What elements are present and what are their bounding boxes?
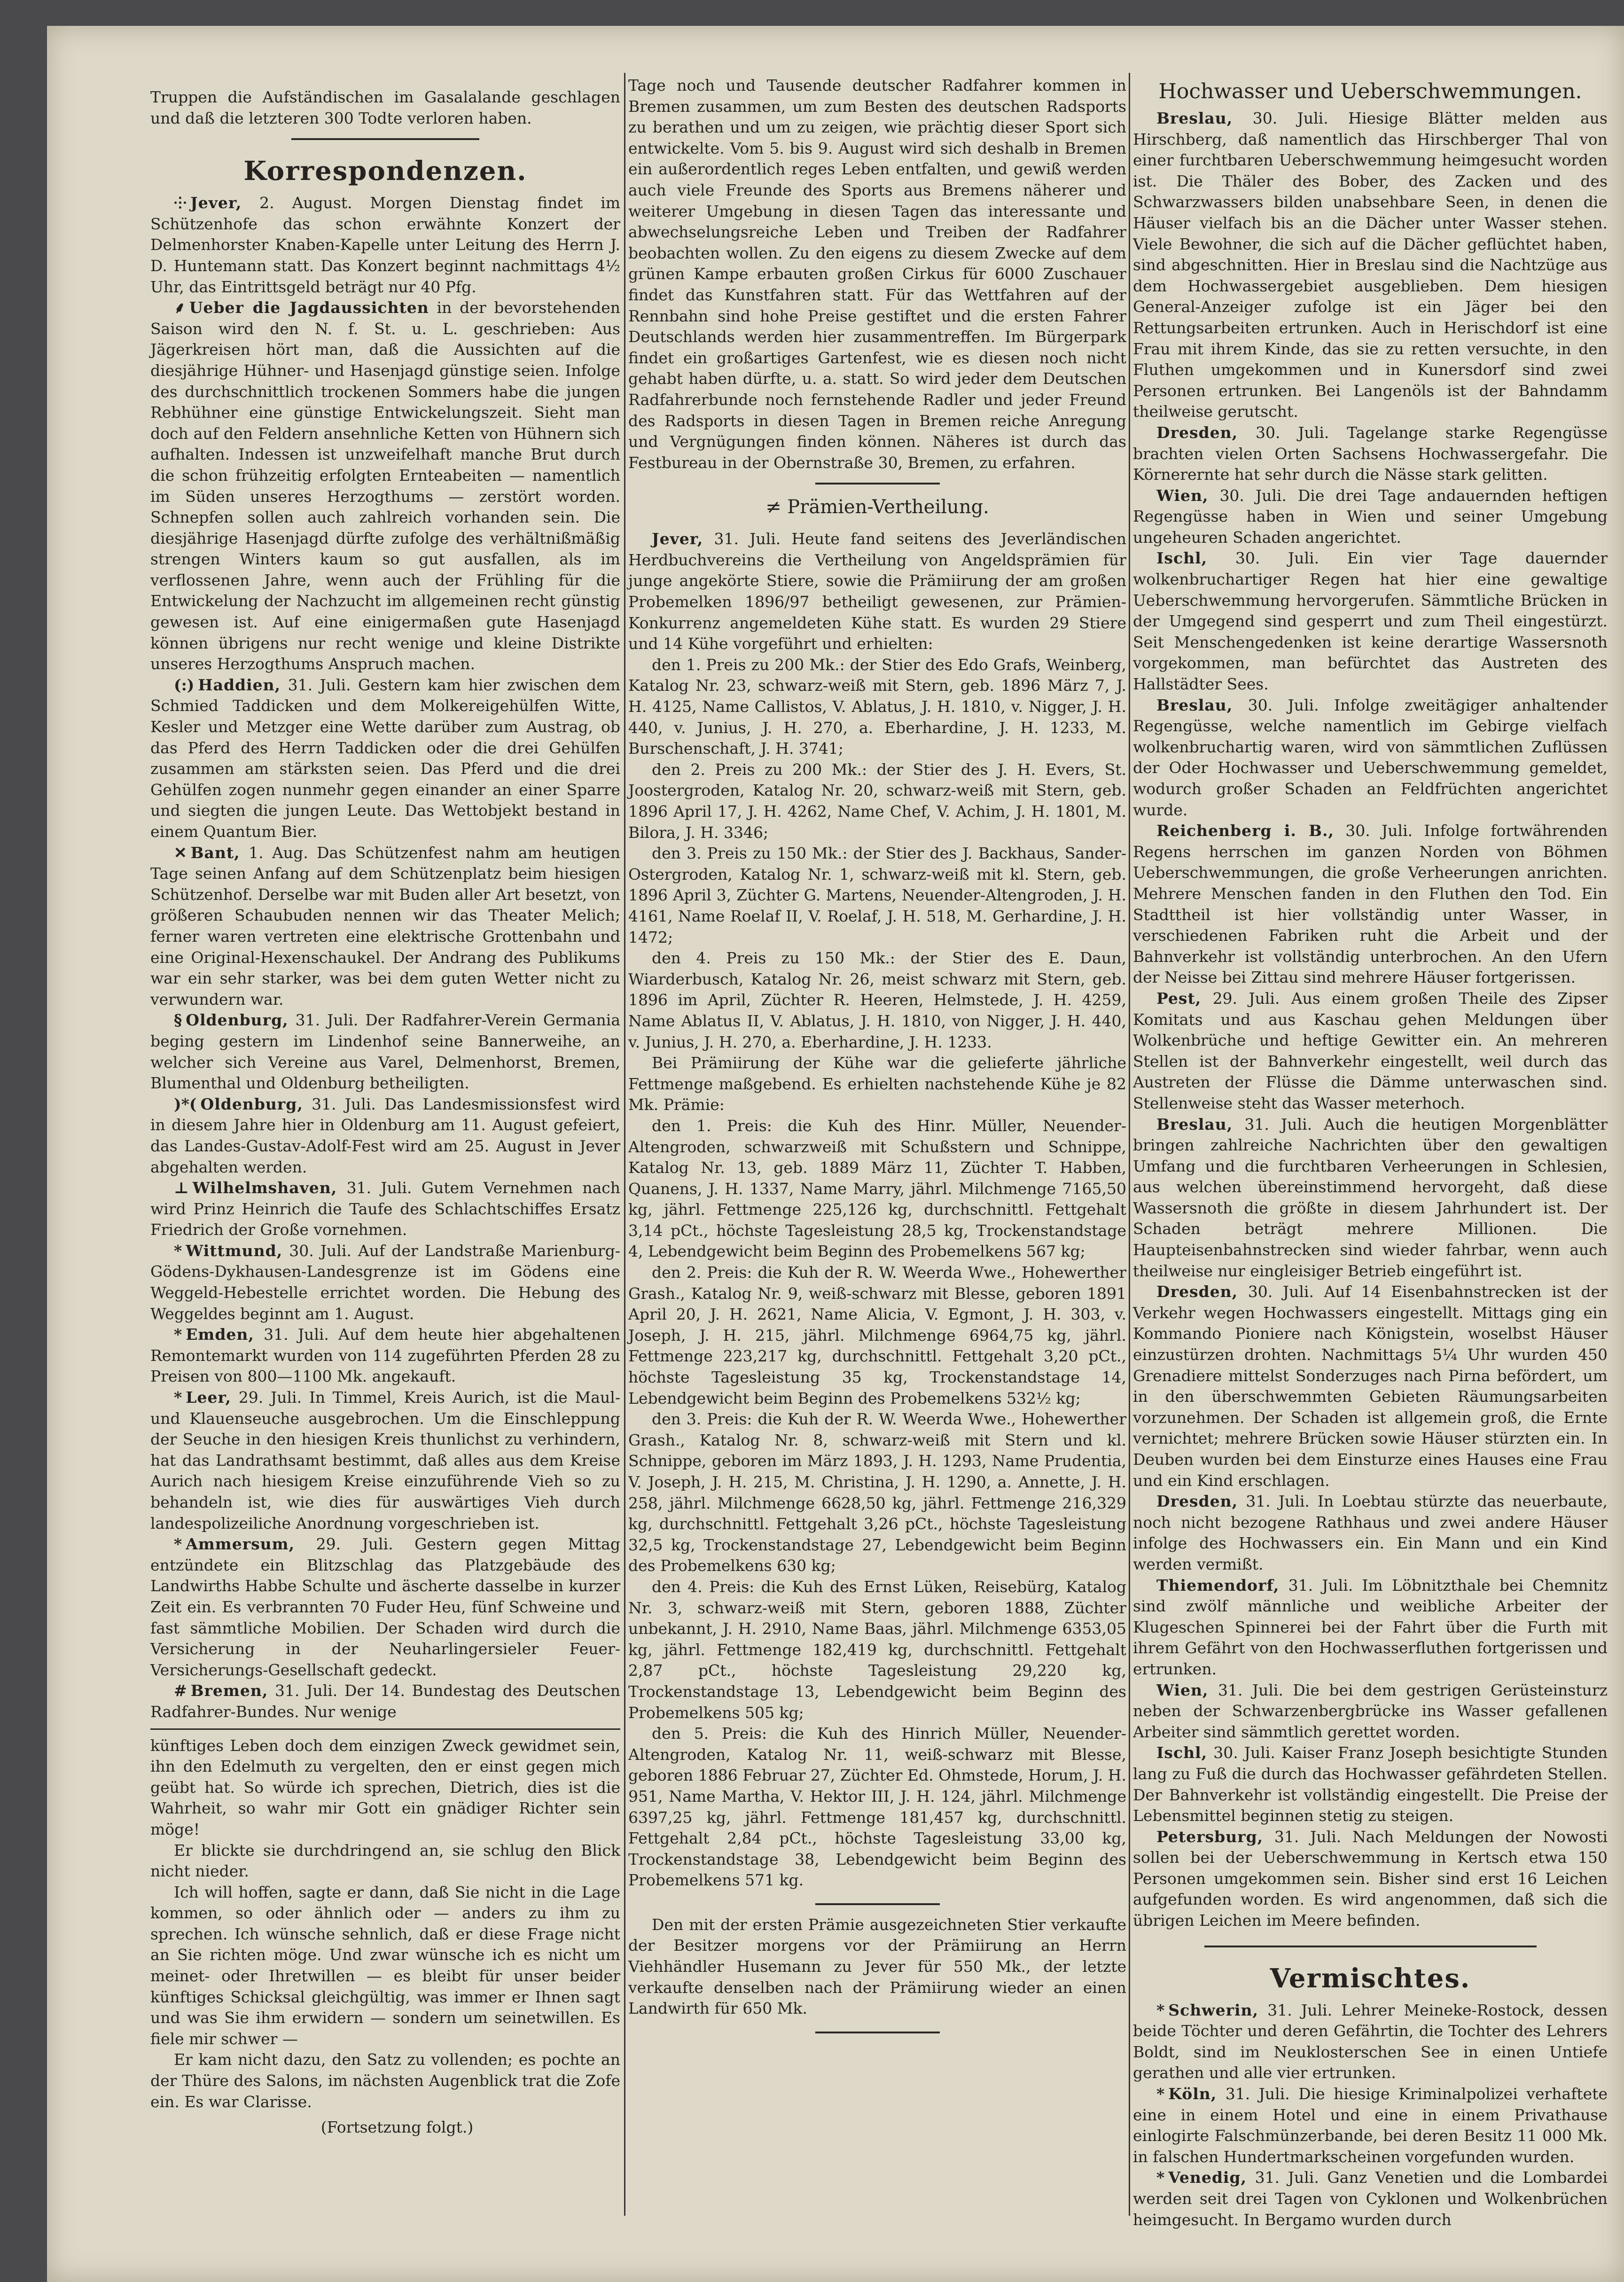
item-text: 31. Juli. Die hiesige Kriminalpolizei verhaftete eine in einem Hotel und eine in einem Privathause einlogirte Falschmünzerbande, bei deren Besitz 11 000 Mk. in falschen Hundertmarkscheinen vorgefunden wurden. <box>1133 2085 1608 2166</box>
story-paragraph: Er blickte sie durchdringend an, sie schlug den Blick nicht nieder. <box>150 1841 620 1881</box>
section-rule <box>815 2032 940 2033</box>
bull-prize-entry: den 1. Preis zu 200 Mk.: der Stier des Edo Grafs, Weinberg, Katalog Nr. 23, schwarz-weiß mit Stern, geb. 1896 März 7, J. H. 4125, Name Callistos, V. Ablatus, J. H. 1810, v. Nigger, J. H. 440, v. Junius, J. H. 270, a. Eberhardine, J. H. 1233, M. Burschenschaft, J. H. 3741; <box>628 655 1126 758</box>
item-marker: ✕ <box>174 843 187 862</box>
feuilleton-story <box>150 1735 620 2113</box>
cow-prize-entry: den 1. Preis: die Kuh des Hinr. Müller, Neuender-Altengroden, schwarzweiß mit Schußstern und Schnippe, Katalog Nr. 13, geb. 1889 März 11, Züchter T. Habben, Quanens, J. H. 1337, Name Marry, jährl. Milchmenge 7165,50 kg, jährl. Fettmenge 225,126 kg, durchschnittl. Fettgehalt 3,14 pCt., höchste Tagesleistung 28,5 kg, Trockenstandstage 4, Lebendgewicht beim Beginn des Probemelkens 567 kg; <box>628 1116 1126 1261</box>
dateline-place: Bant, <box>190 843 240 862</box>
news-paragraph <box>1133 108 1608 422</box>
item-text: 29. Juli. Aus einem großen Theile des Zipser Komitats und aus Kaschau gehen Meldungen über Wolkenbrüche und heftige Gewitter ein. An mehreren Stellen ist der Bahnverkehr eingestellt, weil durch das Austreten der Flüsse die Dämme unterwaschen sind. Stellenweise steht das Wasser meterhoch. <box>1133 989 1608 1112</box>
news-paragraph <box>1133 1743 1608 1826</box>
bull-prize-entry: den 3. Preis zu 150 Mk.: der Stier des J. Backhaus, Sander-Ostergroden, Katalog Nr. 1, schwarz-weiß mit kl. Stern, geb. 1896 April 3, Züchter G. Martens, Neuender-Altengroden, J. H. 4161, Name Roelaf II, V. Roelaf, J. H. 518, M. Gerhardine, J. H. 1472; <box>628 844 1126 946</box>
item-text: 30. Juli. Hiesige Blätter melden aus Hirschberg, daß namentlich das Hirschberger Thal von einer furchtbaren Ueberschwemmung heimgesucht worden ist. Die Thäler des Bober, des Zacken und des Schwarzwassers bilden unabsehbare Seen, in denen die Häuser vielfach bis an die Dächer unter Wasser stehen. Viele Bewohner, die sich auf die Dächer geflüchtet haben, sind abgeschnitten. Hier in Breslau sind die Nachtzüge aus dem Hochwassergebiet ausgeblieben. Dem hiesigen General-Anzeiger zufolge ist ein Jäger bei den Rettungsarbeiten ertrunken. Auch in Herischdorf ist eine Frau mit ihrem Kinde, das sie zu retten versuchte, in den Fluthen umgekommen und in Kunersdorf sind zwei Personen ertrunken. Bei Langenöls ist der Bahndamm theilweise gerutscht. <box>1133 109 1608 421</box>
closing-paragraph: Den mit der ersten Prämie ausgezeichneten Stier verkaufte der Besitzer morgens vor der Prämiirung an Herrn Viehhändler Husemann zu Jever für 550 Mk., der letzte verkaufte denselben nach der Prämiirung wieder an einen Landwirth für 650 Mk. <box>628 1915 1126 2018</box>
item-text: in der bevorstehenden Saison wird den N. f. St. u. L. geschrieben: Aus Jägerkreisen hört man, daß die Aussichten auf die diesjährige Hühner- und Hasenjagd günstige seien. Infolge des durchschnittlich trockenen Sommers habe die jungen Rebhühner eine günstige Entwickelungszeit. Sieht man doch auf den Feldern ansehnliche Ketten von Hühnern sich aufhalten. Indessen ist unzweifelhaft manche Brut durch die schon frühzeitig erfolgten Ernteabeiten — namentlich im Süden unseres Herzogthums — zerstört worden. Schnepfen sollen auch zahlreich vorhanden sein. Die diesjährige Hasenjagd dürfte zufolge des verhältnißmäßig strengen Winters kaum so gut ausfallen, als im verflossenen Jahre, wenn auch der Frühling für die Entwickelung der Nachzucht im allgemeinen recht günstig gewesen ist. Auf eine einigermaßen gute Hasenjagd können übrigens nur recht wenige und kleine Distrikte unseres Herzogthums Anspruch machen. <box>150 298 621 673</box>
news-paragraph <box>1133 695 1608 821</box>
news-paragraph <box>150 1178 620 1241</box>
bremen-article: Tage noch und Tausende deutscher Radfahrer kommen in Bremen zusammen, um zum Besten des deutschen Radsports zu berathen und um zu zeigen, wie prächtig dieser Sport sich entwickelte. Vom 5. bis 9. August wird sich deshalb in Bremen ein außerordentlich reges Leben entfalten, und gewiß werden auch viele Freunde des Sports aus Bremens näherer und weiterer Umgebung in diesen Tagen das interessante und abwechselungsreiche Leben und Treiben der Radfahrer beobachten wollen. Zu den eigens zu diesem Zwecke auf dem grünen Kampe erbauten großen Cirkus für 6000 Zuschauer findet das Kunstfahren statt. Für das Wettfahren auf der Rennbahn sind hohe Preise gestiftet und die ersten Fahrer Deutschlands werden hier zusammentreffen. Im Bürgerpark findet ein großartiges Gartenfest, wie es diesen noch nicht gehabt haben dürfte, u. a. statt. So wird jeder dem Deutschen Radfahrerbunde noch fernstehende Radler und jeder Freund des Radsports in diesen Tagen in Bremen reiche Anregung und Vergnügungen finden können. Näheres ist durch das Festbureau in der Obernstraße 30, Bremen, zu erfahren. <box>628 76 1126 472</box>
item-text: 31. Juli. In Loebtau stürzte das neuerbaute, noch nicht bezogene Rathhaus und zwei andere Häuser infolge des Hochwassers ein. Ein Mann und ein Kind werden vermißt. <box>1133 1492 1608 1573</box>
news-paragraph <box>1133 485 1608 548</box>
news-paragraph <box>1133 1680 1608 1743</box>
item-marker: ⸙ <box>174 298 186 317</box>
dateline-place: Pest, <box>1156 989 1202 1008</box>
cow-prize-entry: den 2. Preis: die Kuh der R. W. Weerda Wwe., Hohewerther Grash., Katalog Nr. 9, weiß-schwarz mit Blesse, geboren 1891 April 20, J. H. 2621, Name Alicia, V. Egmont, J. H. 303, v. Joseph, J. H. 215, jährl. Milchmenge 6964,75 kg, jährl. Fettmenge 223,217 kg, durchschnittl. Fettgehalt 3,20 pCt., höchste Tagesleistung 35 kg, Trockenstandstage 14, Lebendgewicht beim Beginn des Probemelkens 532½ kg; <box>628 1263 1126 1407</box>
dateline-place: Dresden, <box>1156 1282 1238 1301</box>
item-text: 31. Juli. Nach Meldungen der Nowosti sollen bei der Ueberschwemmung in Kertsch etwa 150 Personen umgekommen sein. Bisher sind erst 16 Leichen aufgefunden worden. Es wird angenommen, daß sich die übrigen Leichen im Meere befinden. <box>1133 1827 1608 1930</box>
dateline-place: Venedig, <box>1168 2168 1247 2187</box>
dateline-place: Ischl, <box>1156 1743 1208 1762</box>
dateline-place: Petersburg, <box>1156 1827 1264 1846</box>
dateline-place: Oldenburg, <box>200 1094 303 1113</box>
item-marker: )*( <box>174 1094 197 1113</box>
section-rule <box>291 138 479 140</box>
news-paragraph <box>150 1094 620 1178</box>
dateline-place: Dresden, <box>1156 1492 1238 1511</box>
dateline-place: Oldenburg, <box>186 1011 289 1030</box>
item-text: 30. Juli. Infolge zweitägiger anhaltender Regengüsse, welche namentlich im Gebirge vielfach wolkenbruchartig waren, wird von sämmtlichen Zuflüssen der Oder Hochwasser und Ueberschwemmung gemeldet, wodurch großer Schaden an Feldfrüchten angerichtet wurde. <box>1133 696 1608 819</box>
item-text: 2. August. Morgen Dienstag findet im Schützenhofe das schon erwähnte Konzert der Delmenhorster Knaben-Kapelle unter Leitung des Herrn J. D. Huntemann statt. Das Konzert beginnt nachmittags 4½ Uhr, das Eintrittsgeld beträgt nur 40 Pfg. <box>150 194 620 296</box>
item-text: 30. Juli. Tagelange starke Regengüsse brachten vielen Orten Sachsens Hochwassergefahr. Die Körnerernte hat sehr durch die Nässe stark gelitten. <box>1133 423 1608 484</box>
item-text: 31. Juli. Gutem Vernehmen nach wird Prinz Heinrich die Taufe des Schlachtschiffes Ersatz Friedrich der Große vornehmen. <box>150 1179 620 1239</box>
dateline-place: Jever, <box>190 194 242 212</box>
dateline-place: Bremen, <box>190 1681 268 1700</box>
feuilleton-rule <box>150 1728 620 1730</box>
dateline-place: Wien, <box>1156 486 1209 505</box>
news-paragraph <box>1133 1114 1608 1282</box>
prize-intro-place: Jever, <box>652 530 703 548</box>
bull-prize-entry: den 4. Preis zu 150 Mk.: der Stier des E. Daun, Wiarderbusch, Katalog Nr. 26, meist schwarz mit Stern, geb. 1896 im April, Züchter R. Heeren, Helmstede, J. H. 4259, Name Ablatus II, V. Ablatus, J. H. 1810, von Nigger, J. H. 440, v. Junius, J. H. 270, a. Eberhardine, J. H. 1233. <box>628 949 1126 1051</box>
news-paragraph <box>1133 988 1608 1114</box>
item-text: 29. Juli. Gestern gegen Mittag entzündete ein Blitzschlag das Platzgebäude des Landwirths Habbe Schulte und äscherte dasselbe in kurzer Zeit ein. Es verbrannten 70 Fuder Heu, fünf Schweine und fast sämmtliche Mobilien. Der Schaden wird durch die Versicherung in der Neuharlingersieler Feuer-Versicherungs-Gesellschaft gedeckt. <box>150 1535 620 1679</box>
item-text: 31. Juli. Auf dem heute hier abgehaltenen Remontemarkt wurden von 114 zugeführten Pferden 28 zu Preisen von 800—1100 Mk. angekauft. <box>150 1325 620 1386</box>
item-text: 31. Juli. Im Löbnitzthale bei Chemnitz sind zwölf männliche und weibliche Arbeiter der Klugeschen Spinnerei bei der Fahrt über die Furth mit ihrem Gefährt von den Hochwasserfluthen fortgerissen und ertrunken. <box>1133 1576 1608 1678</box>
cow-prize-entry: den 5. Preis: die Kuh des Hinrich Müller, Neuender-Altengroden, Katalog Nr. 11, weiß-schwarz mit Blesse, geboren 1886 Februar 27, Züchter Ed. Ohmstede, Horum, J. H. 951, Name Martha, V. Hektor III, J. H. 124, jährl. Milchmenge 6397,25 kg, jährl. Fettmenge 181,457 kg, durchschnittl. Fettgehalt 2,84 pCt., höchste Tagesleistung 33,00 kg, Trockenstandstage 38, Lebendgewicht beim Beginn des Probemelkens 571 kg. <box>628 1724 1126 1890</box>
item-marker: * <box>1156 2085 1165 2103</box>
item-text: 30. Juli. Kaiser Franz Joseph besichtigte Stunden lang zu Fuß die durch das Hochwasser gefährdeten Stellen. Der Bahnverkehr ist vollständig eingestellt. Die Preise der Lebensmittel beginnen stetig zu steigen. <box>1133 1743 1608 1825</box>
news-paragraph <box>1133 1491 1608 1575</box>
item-text: 30. Juli. Infolge fortwährenden Regens herrschen im ganzen Norden von Böhmen Ueberschwemmungen, die große Verheerungen anrichten. Mehrere Menschen fanden in den Fluthen den Tod. Ein Stadttheil ist hier vollständig unter Wasser, in verschiedenen Fabriken ruht die Arbeit und der Bahnverkehr ist vollständig unterbrochen. An den Ufern der Neisse bei Zittau sind mehrere Häuser fortgerissen. <box>1133 821 1608 987</box>
news-paragraph <box>1133 422 1608 485</box>
section-heading-korrespondenzen: Korrespondenzen. <box>243 156 527 187</box>
news-paragraph <box>150 843 620 1010</box>
item-text: 29. Juli. In Timmel, Kreis Aurich, ist die Maul- und Klauenseuche ausgebrochen. Um die Einschleppung der Seuche in den hiesigen Kreis thunlichst zu verhindern, hat das Landrathsamt bestimmt, daß alles aus dem Kreise Aurich nach hiesigem Kreise einzuführende Vieh so zu behandeln ist, wie dies für auswärtiges Vieh durch landespolizeiliche Anordnung vorgeschrieben ist. <box>150 1388 620 1532</box>
item-marker: * <box>174 1388 182 1407</box>
dateline-place: Ammersum, <box>186 1535 295 1554</box>
news-paragraph <box>1133 1827 1608 1931</box>
newspaper-page <box>47 26 1624 2282</box>
dateline-place: Breslau, <box>1156 109 1233 127</box>
item-text: 1. Aug. Das Schützenfest nahm am heutigen Tage seinen Anfang auf dem Schützenplatz beim hiesigen Schützenhof. Derselbe war mit Buden aller Art besetzt, von größeren Schaubuden nennen wir das Theater Melich; ferner waren vertreten eine elektrische Grottenbahn und eine Original-Hexenschaukel. Der Andrang des Publikums war ein sehr starker, was bei dem guten Wetter nicht zu verwundern war. <box>150 843 620 1008</box>
dateline-place: Wien, <box>1156 1680 1209 1699</box>
news-paragraph <box>1133 821 1608 988</box>
bull-prize-entry: den 2. Preis zu 200 Mk.: der Stier des J. H. Evers, St. Joostergroden, Katalog Nr. 20, schwarz-weiß mit Stern, geb. 1896 April 17, J. H. 4262, Name Chef, V. Achim, J. H. 1801, M. Bilora, J. H. 3346; <box>628 760 1126 842</box>
item-text: 30. Juli. Die drei Tage andauernden heftigen Regengüsse haben in Wien und seiner Umgebung ungeheuren Schaden angerichtet. <box>1133 486 1608 547</box>
story-paragraph: künftiges Leben doch dem einzigen Zweck gewidmet sein, ihn den Edelmuth zu vergelten, den er einst gegen mich geübt hat. So würde ich sprechen, Dietrich, dies ist die Wahrheit, so wahr mir Gott ein gnädiger Richter sein möge! <box>150 1736 620 1838</box>
cow-prizes-intro: Bei Prämiirung der Kühe war die gelieferte jährliche Fettmenge maßgebend. Es erhielten nachstehende Kühe je 82 Mk. Prämie: <box>628 1054 1126 1114</box>
news-paragraph <box>150 675 620 843</box>
item-marker: * <box>174 1535 182 1554</box>
section-rule <box>815 1903 940 1905</box>
item-text: 31. Juli. Auch die heutigen Morgenblätter bringen zahlreiche Nachrichten über den gewaltigen Umfang und die furchtbaren Verheerungen in Schlesien, aus welchen übereinstimmend hervorgeht, daß diese Wassersnoth die größte in diesem Jahrhundert ist. Der Schaden beträgt mehrere Millionen. Die Haupteisenbahnstrecken sind wieder fahrbar, wenn auch theilweise nur eingleisiger Betrieb eingeführt ist. <box>1133 1115 1608 1280</box>
item-text: 31. Juli. Der Radfahrer-Verein Germania beging gestern im Lindenhof seine Bannerweihe, an welcher sich Vereine aus Varel, Delmenhorst, Bremen, Blumenthal und Oldenburg betheiligten. <box>150 1011 620 1093</box>
item-text: 31. Juli. Ganz Venetien und die Lombardei werden seit drei Tagen von Cyklonen und Wolkenbrüchen heimgesucht. In Bergamo wurden durch <box>1133 2168 1608 2229</box>
cow-prize-entry: den 4. Preis: die Kuh des Ernst Lüken, Reisebürg, Katalog Nr. 3, schwarz-weiß mit Stern, geboren 1888, Züchter unbekannt, J. H. 2910, Name Baas, jährl. Milchmenge 6353,05 kg, jährl. Fettmenge 182,419 kg, durchschnittl. Fettgehalt 2,87 pCt., höchste Tagesleistung 29,220 kg, Trockenstandstage 13, Lebendgewicht beim Beginn des Probemelkens 505 kg; <box>628 1577 1126 1722</box>
column-divider-right <box>1129 73 1130 2216</box>
section-heading-hochwasser: Hochwasser und Ueberschwemmungen. <box>1158 79 1582 103</box>
item-marker: # <box>174 1681 187 1700</box>
dateline-place: Ischl, <box>1156 549 1208 568</box>
dateline-place: Köln, <box>1168 2085 1217 2103</box>
cow-prize-entry: den 3. Preis: die Kuh der R. W. Weerda Wwe., Hohewerther Grash., Katalog Nr. 8, schwarz-weiß mit Stern und kl. Schnippe, geboren im März 1893, J. H. 1293, Name Prudentia, V. Joseph, J. H. 215, M. Christina, J. H. 1290, a. Annette, J. H. 258, jährl. Milchmenge 6628,50 kg, jährl. Fettmenge 216,329 kg, durchschnittl. Fettgehalt 3,26 pCt., höchste Tagesleistung 32,5 kg, Trockenstandstage 27, Lebendgewicht beim Beginn des Probemelkens 630 kg; <box>628 1410 1126 1575</box>
cow-prizes <box>628 1116 1126 1891</box>
item-marker: (:) <box>174 675 195 694</box>
dateline-place: Breslau, <box>1156 696 1233 714</box>
story-paragraph: Ich will hoffen, sagte er dann, daß Sie nicht in die Lage kommen, so oder ähnlich oder — anders zu ihm zu sprechen. Ich wünsche sehnlich, daß er diese Frage nicht an Sie richten möge. Und zwar wünsche ich es nicht um meinet- oder Ihretwillen — es bleibt für unser beider künftiges Schicksal gleichgültig, was immer er Ihnen sagt und was Sie ihm erwidern — sondern um seinetwillen. Es fiele mir schwer — <box>150 1883 620 2048</box>
news-paragraph <box>1133 1282 1608 1491</box>
dateline-place: Schwerin, <box>1168 2001 1258 2019</box>
item-text: 31. Juli. Lehrer Meineke-Rostock, dessen beide Töchter und deren Gefährtin, die Tochter des Lehrers Boldt, sind im Neuklosterschen See in einen Untiefe gerathen und alle vier ertrunken. <box>1133 2001 1608 2082</box>
dateline-place: Breslau, <box>1156 1115 1233 1133</box>
item-text: 30. Juli. Auf der Landstraße Marienburg-Gödens-Dykhausen-Landesgrenze ist im Gödens eine Weggeld-Hebestelle errichtet worden. Die Hebung des Weggeldes beginnt am 1. August. <box>150 1241 620 1323</box>
misc-items <box>1133 2000 1608 2231</box>
news-paragraph <box>150 1387 620 1534</box>
dateline-place: Haddien, <box>198 675 281 694</box>
news-paragraph <box>150 1010 620 1094</box>
news-paragraph <box>150 193 620 297</box>
prize-intro <box>628 529 1126 655</box>
prize-intro-text: 31. Juli. Heute fand seitens des Jeverländischen Herdbuchvereins die Vertheilung von Angeldsprämien für junge angekörte Stiere, sowie die Prämiirung der am großen Probemelken 1896/97 betheiligt gewesenen, zur Prämien-Konkurrenz angemeldeten Kühe statt. Es wurden 29 Stiere und 14 Kühe vorgeführt und erhielten: <box>628 530 1126 653</box>
news-paragraph <box>150 1241 620 1324</box>
item-text: 31. Juli. Gestern kam hier zwischen dem Schmied Taddicken und dem Molkereigehülfen Witte, Kesler und Metzger eine Wette darüber zum Austrag, ob das Pferd des Herrn Taddicken oder die drei Gehülfen zusammen am stärksten seien. Das Pferd und die drei Gehülfen zogen nunmehr gegen einander an einer Sparre und siegten die jungen Leute. Das Wettobjekt bestand in einem Quantum Bier. <box>150 675 620 841</box>
news-paragraph <box>1133 548 1608 695</box>
dateline-place: Reichenberg i. B., <box>1156 821 1334 840</box>
dateline-place: Emden, <box>186 1325 254 1344</box>
section-heading-praemien: ≠ Prämien-Vertheilung. <box>765 496 989 518</box>
item-marker: * <box>1156 2168 1165 2187</box>
dateline-place: Leer, <box>186 1388 231 1407</box>
dateline-place: Wittmund, <box>186 1241 283 1260</box>
item-text: 30. Juli. Auf 14 Eisenbahnstrecken ist der Verkehr wegen Hochwassers eingestellt. Mittags ging ein Kommando Pioniere nach Königstein, woselbst Häuser einzustürzen drohten. Nachmittags 5¼ Uhr wurden 450 Grenadiere mittelst Sonderzuges nach Pirna befördert, um in den überschwemmten Gebieten Räumungsarbeiten vorzunehmen. Der Schaden ist allgemein groß, die Ernte vernichtet; mehrere Brücken sowie Häuser stürzten ein. In Deuben wurden bei dem Einsturze eines Hauses eine Frau und ein Kind erschlagen. <box>1133 1282 1608 1490</box>
item-marker: ⊥ <box>174 1179 189 1197</box>
news-paragraph <box>1133 2084 1608 2167</box>
column-middle <box>628 75 1126 2043</box>
section-heading-vermischtes: Vermischtes. <box>1270 1962 1471 1994</box>
item-text: 30. Juli. Ein vier Tage dauernder wolkenbruchartiger Regen hat hier eine gewaltige Ueberschwemmung hervorgerufen. Sämmtliche Brücken in der Umgegend sind gesperrt und zum Theil eingestürzt. Seit Menschengedenken ist keine derartige Wassersnoth vorgekommen, man befürchtet das Austreten des Hallstädter Sees. <box>1133 549 1608 694</box>
item-marker: ⸭ <box>174 194 187 212</box>
dateline-place: Wilhelmshaven, <box>192 1179 337 1197</box>
item-marker: * <box>1156 2001 1165 2019</box>
news-paragraph <box>150 1534 620 1680</box>
news-items <box>150 193 620 1722</box>
column-right <box>1133 75 1608 2230</box>
dateline-place: Dresden, <box>1156 423 1238 442</box>
item-text: 31. Juli. Die bei dem gestrigen Gerüsteinsturz neben der Schwarzenbergbrücke ins Wasser gefallenen Arbeiter sind sämmtlich gerettet worden. <box>1133 1680 1608 1741</box>
item-marker: * <box>174 1241 182 1260</box>
dateline-place: Thiemendorf, <box>1156 1576 1280 1594</box>
news-paragraph <box>150 1324 620 1387</box>
item-text: 31. Juli. Der 14. Bundestag des Deutschen Radfahrer-Bundes. Nur wenige <box>150 1681 620 1721</box>
item-text: 31. Juli. Das Landesmissionsfest wird in diesem Jahre hier in Oldenburg am 11. August gefeiert, das Landes-Gustav-Adolf-Fest wird am 25. August in Jever abgehalten werden. <box>150 1094 620 1176</box>
bull-prizes <box>628 655 1126 1053</box>
section-rule <box>815 483 940 485</box>
news-paragraph <box>1133 2167 1608 2230</box>
news-paragraph <box>150 1680 620 1722</box>
news-paragraph <box>1133 1575 1608 1680</box>
section-rule <box>1204 1946 1537 1947</box>
dateline-place: Ueber die Jagdaussichten <box>189 298 429 317</box>
flood-reports <box>1133 108 1608 1931</box>
news-paragraph <box>150 297 620 675</box>
news-paragraph <box>1133 2000 1608 2084</box>
continued-note: (Fortsetzung folgt.) <box>320 2118 474 2137</box>
intro-paragraph: Truppen die Aufständischen im Gasalalande geschlagen und daß die letzteren 300 Todte verloren haben. <box>150 88 620 127</box>
item-marker: § <box>174 1011 182 1030</box>
item-marker: * <box>174 1325 182 1344</box>
column-left <box>150 87 620 2138</box>
story-paragraph: Er kam nicht dazu, den Satz zu vollenden; es pochte an der Thüre des Salons, im nächsten Augenblick trat die Zofe ein. Es war Clarisse. <box>150 2050 620 2111</box>
column-divider-left <box>624 73 625 2216</box>
